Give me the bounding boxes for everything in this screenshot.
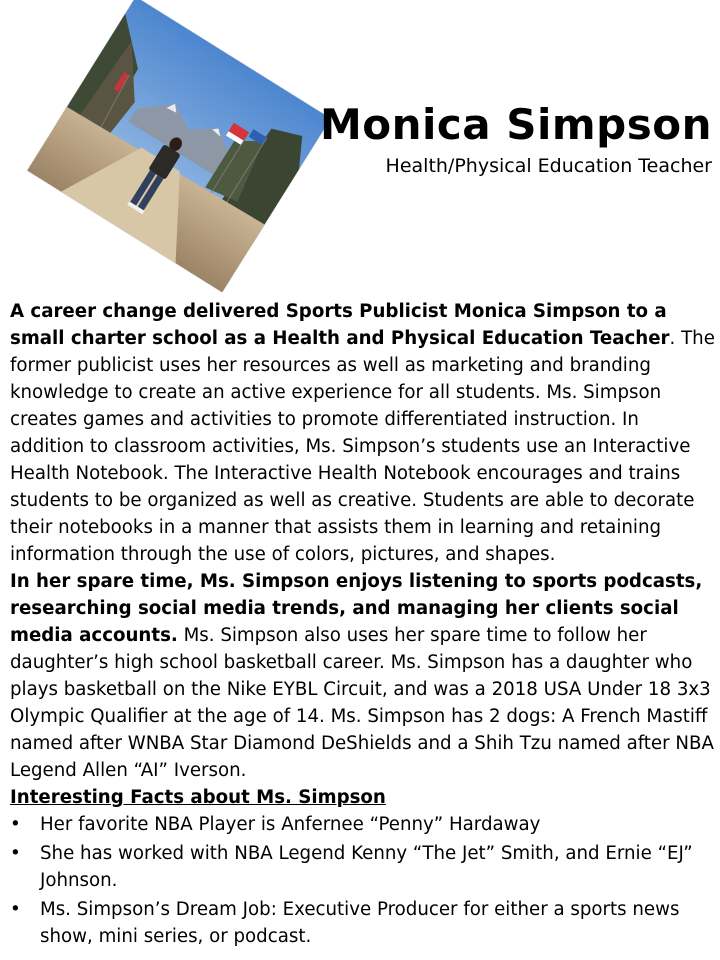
bullet-icon: • <box>10 843 21 864</box>
bio-section <box>10 298 718 950</box>
list-item <box>10 811 718 838</box>
list-item <box>10 840 718 894</box>
bullet-icon: • <box>10 814 21 835</box>
fact-text: Ms. Simpson’s Dream Job: Executive Producer for either a sports news show, mini series, or podcast. <box>40 899 680 947</box>
bio-paragraph-2-text: Ms. Simpson also uses her spare time to follow her daughter’s high school basketball career. Ms. Simpson has a daughter who plays basketball on the Nike EYBL Circuit, and was a 2018 USA Under 18 3x3 Olympic Qualifier at the age of 14. Ms. Simpson has 2 dogs: A French Mastiff named after WNBA Star Diamond DeShields and a Shih Tzu named after NBA Legend Allen “AI” Iverson. <box>10 625 714 781</box>
bio-paragraph-1-bold: A career change delivered Sports Publicist Monica Simpson to a small charter school as a Health and Physical Education Teacher <box>10 301 670 349</box>
teacher-role: Health/Physical Education Teacher <box>385 155 712 177</box>
bio-paragraph-1 <box>10 298 718 568</box>
fact-text: She has worked with NBA Legend Kenny “The Jet” Smith, and Ernie “EJ” Johnson. <box>40 843 693 891</box>
profile-photo <box>27 0 331 292</box>
profile-photo-icon <box>27 0 331 292</box>
bio-paragraph-2-bold: In her spare time, Ms. Simpson enjoys listening to sports podcasts, researching social media trends, and managing her clients social media accounts. <box>10 571 703 646</box>
bio-paragraph-1-text: . The former publicist uses her resources as well as marketing and branding knowledge to create an active experience for all students. Ms. Simpson creates games and activities to promote differentiated instruction. In addition to classroom activities, Ms. Simpson’s students use an Interactive Health Notebook. The Interactive Health Notebook encourages and trains students to be organized as well as creative. Students are able to decorate their notebooks in a manner that assists them in learning and retaining information through the use of colors, pictures, and shapes. <box>10 328 715 565</box>
bullet-icon: • <box>10 899 21 920</box>
list-item <box>10 896 718 950</box>
facts-heading: Interesting Facts about Ms. Simpson <box>10 787 386 808</box>
bio-paragraph-2 <box>10 568 718 784</box>
teacher-name: Monica Simpson <box>319 100 712 149</box>
fact-text: Her favorite NBA Player is Anfernee “Penny” Hardaway <box>40 814 541 835</box>
facts-list <box>10 811 718 950</box>
